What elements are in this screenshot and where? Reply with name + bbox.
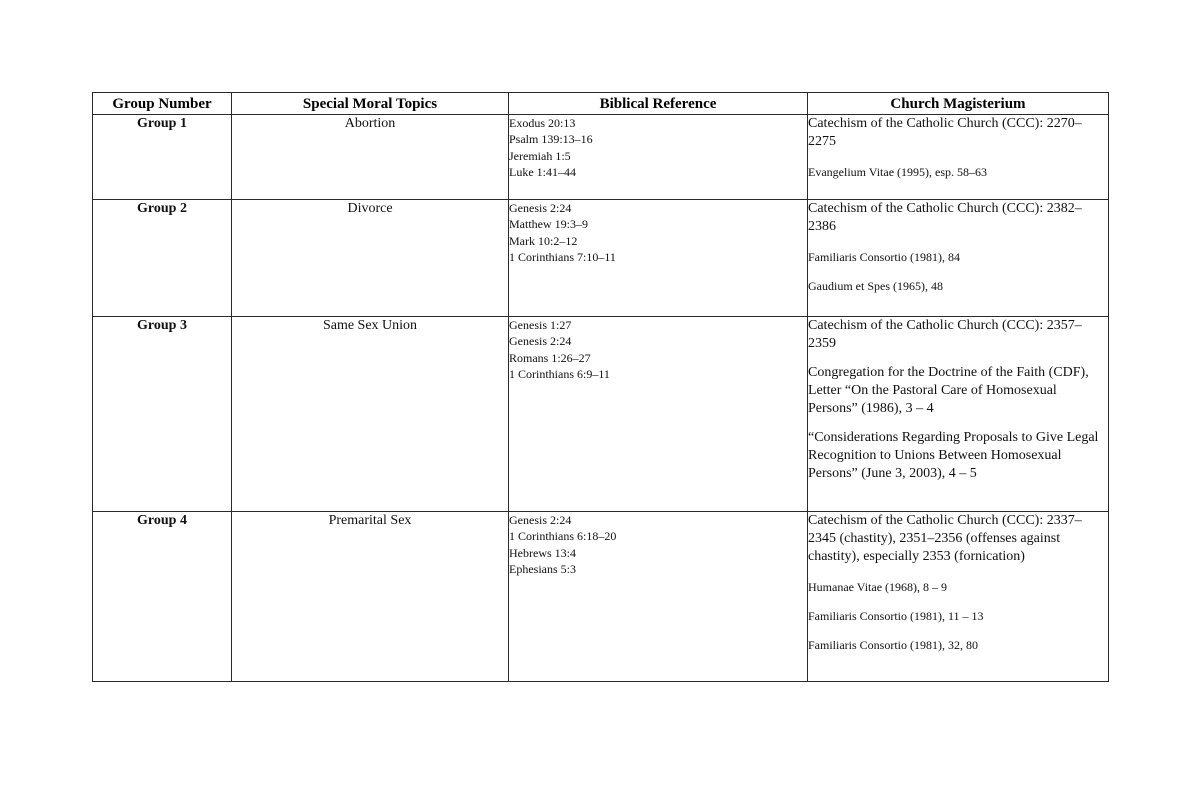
reference-line: Jeremiah 1:5 [509, 148, 571, 163]
table-header-row [93, 93, 1109, 115]
topic-cell: Same Sex Union [232, 317, 509, 512]
reference-line: Romans 1:26–27 [509, 350, 591, 365]
reference-line: Hebrews 13:4 [509, 545, 576, 560]
biblical-reference-cell [509, 317, 808, 512]
magisterium-entry: “Considerations Regarding Proposals to Give Legal Recognition to Unions Between Homosexual Persons” (June 3, 2003), 4 – 5 [808, 430, 1099, 481]
table-row [93, 115, 1109, 200]
reference-line: Genesis 2:24 [509, 201, 572, 215]
reference-line: Matthew 19:3–9 [509, 217, 588, 232]
biblical-reference-cell [509, 512, 808, 682]
reference-line: Genesis 2:24 [509, 334, 572, 349]
reference-line: Ephesians 5:3 [509, 562, 576, 577]
magisterium-entry: Gaudium et Spes (1965), 48 [808, 279, 943, 293]
magisterium-cell [808, 200, 1109, 317]
reference-line: 1 Corinthians 7:10–11 [509, 250, 616, 265]
magisterium-cell [808, 317, 1109, 512]
header-church-magisterium: Church Magisterium [808, 93, 1109, 115]
header-biblical-reference: Biblical Reference [509, 93, 808, 115]
topic-cell: Divorce [232, 200, 509, 317]
magisterium-entry: Evangelium Vitae (1995), esp. 58–63 [808, 165, 988, 179]
moral-topics-table [92, 92, 1109, 682]
topic-cell: Premarital Sex [232, 512, 509, 682]
reference-line: 1 Corinthians 6:9–11 [509, 367, 610, 382]
group-cell: Group 3 [93, 317, 232, 512]
reference-line: Psalm 139:13–16 [509, 132, 593, 147]
table-row [93, 200, 1109, 317]
reference-line: Luke 1:41–44 [509, 165, 576, 180]
magisterium-cell [808, 512, 1109, 682]
header-group-number: Group Number [93, 93, 232, 115]
reference-line: Genesis 2:24 [509, 513, 572, 527]
reference-line: 1 Corinthians 6:18–20 [509, 529, 617, 544]
reference-line: Genesis 1:27 [509, 318, 572, 332]
reference-line: Exodus 20:13 [509, 116, 576, 130]
magisterium-entry: Catechism of the Catholic Church (CCC): 2382–2386 [808, 201, 1082, 234]
reference-line: Mark 10:2–12 [509, 233, 578, 248]
biblical-reference-cell [509, 200, 808, 317]
magisterium-entry: Familiaris Consortio (1981), 32, 80 [808, 638, 978, 652]
magisterium-entry: Catechism of the Catholic Church (CCC): 2270–2275 [808, 116, 1082, 149]
table-row [93, 512, 1109, 682]
group-cell: Group 4 [93, 512, 232, 682]
magisterium-entry: Catechism of the Catholic Church (CCC): 2337–2345 (chastity), 2351–2356 (offenses against chastity), especially 2353 (fornication) [808, 513, 1082, 564]
magisterium-entry: Humanae Vitae (1968), 8 – 9 [808, 580, 948, 594]
magisterium-cell [808, 115, 1109, 200]
group-cell: Group 2 [93, 200, 232, 317]
magisterium-entry: Catechism of the Catholic Church (CCC): 2357–2359 [808, 318, 1082, 351]
biblical-reference-cell [509, 115, 808, 200]
table-row [93, 317, 1109, 512]
magisterium-entry: Familiaris Consortio (1981), 11 – 13 [808, 609, 984, 623]
group-cell: Group 1 [93, 115, 232, 200]
header-special-moral-topics: Special Moral Topics [232, 93, 509, 115]
magisterium-entry: Congregation for the Doctrine of the Faith (CDF), Letter “On the Pastoral Care of Homosexual Persons” (1986), 3 – 4 [808, 365, 1089, 416]
magisterium-entry: Familiaris Consortio (1981), 84 [808, 250, 960, 264]
topic-cell: Abortion [232, 115, 509, 200]
